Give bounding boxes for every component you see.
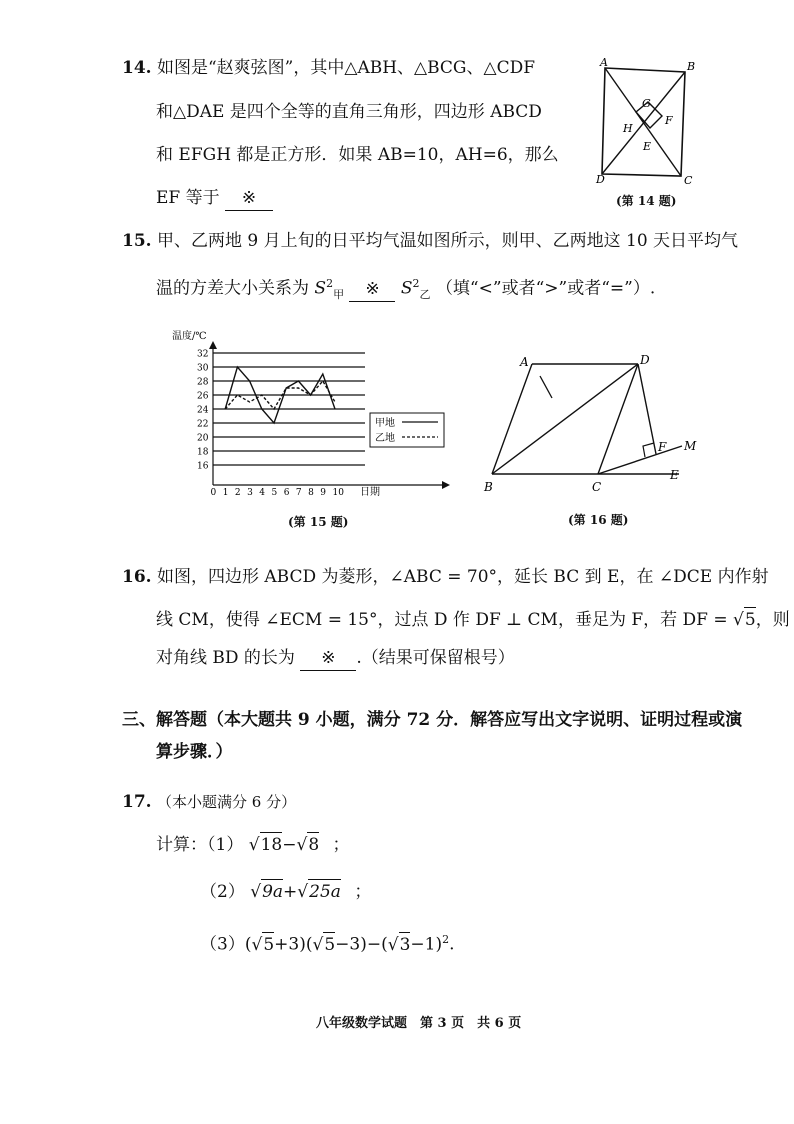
- chart-y-tick-label: 32: [197, 349, 209, 360]
- chart-ylabel: 温度/℃: [172, 331, 207, 342]
- q14-label-b: B: [687, 60, 696, 73]
- legend-label-yi: 乙地: [375, 433, 395, 444]
- q16-line2-b: ，则: [755, 610, 790, 630]
- q15-line2-prefix: 温的方差大小关系为: [156, 278, 309, 299]
- chart-x-tick-label: 10: [332, 488, 344, 498]
- q15-text-1: 甲、乙两地 9 月上旬的日平均气温如图所示，则甲、乙两地这 10 天日平均气: [156, 231, 739, 251]
- q17-intro: 计算：: [156, 835, 207, 855]
- q14-line4: [156, 186, 273, 211]
- chart-y-tick-label: 24: [197, 405, 209, 416]
- q16-line3-suffix: .（结果可保留根号）: [356, 648, 515, 668]
- chart-y-tick-label: 28: [197, 377, 209, 388]
- section3-line2: 算步骤．）: [156, 742, 233, 762]
- q17-p3-root1: 5: [262, 932, 274, 957]
- q17-p2-root1: 9a: [261, 879, 283, 904]
- q14-text-1: 如图是“赵爽弦图”，其中△ABH、△BCG、△CDF: [156, 58, 536, 78]
- chart-x-tick-label: 0: [210, 488, 217, 498]
- q16-label-a: A: [520, 355, 529, 369]
- q14-caption: (第 14 题): [616, 194, 677, 208]
- q16-label-b: B: [484, 480, 493, 494]
- q15-sup-yi: 2: [412, 277, 420, 290]
- temperature-chart: [170, 325, 460, 500]
- q16-line3: [156, 646, 515, 671]
- q16-label-d: D: [640, 353, 650, 367]
- q17-p3-a: (: [244, 934, 252, 955]
- q17-header: [122, 790, 296, 814]
- q17-p3-end: .: [449, 934, 455, 955]
- chart-y-tick-label: 16: [197, 461, 209, 472]
- chart-x-tick-label: 4: [259, 488, 266, 498]
- q15-sub-yi: 乙: [419, 288, 431, 302]
- q16-sqrt-5: 5: [744, 607, 756, 632]
- q14-label-a: A: [600, 56, 608, 69]
- q17-p1-root1: 18: [260, 832, 283, 857]
- chart-x-tick-label: 8: [308, 488, 314, 498]
- chart-y-tick-label: 18: [197, 447, 209, 458]
- q17-p3-c: −3)−(: [335, 934, 388, 955]
- q16-label-f: F: [658, 440, 667, 454]
- q16-label-e: E: [670, 468, 679, 482]
- q17-number: 17.: [122, 792, 152, 812]
- q14-line1: [122, 56, 535, 80]
- q16-line2: 线 CM，使得 ∠ECM = 15°，过点 D 作 DF ⊥ CM，垂足为 F，若 DF = √5，则: [156, 607, 790, 632]
- q14-label-d: D: [596, 173, 605, 186]
- q17-p3-root2: 5: [323, 932, 335, 957]
- chart-x-tick-label: 7: [295, 488, 302, 498]
- chart-x-tick-label: 2: [234, 488, 241, 498]
- q14-label-h: H: [623, 122, 633, 135]
- q15-answer-blank[interactable]: ※: [349, 277, 395, 302]
- q17-p2-end: ；: [354, 882, 372, 902]
- q17-p2-label: （2）: [200, 882, 245, 902]
- q16-caption: (第 16 题): [568, 513, 629, 527]
- q17-p1-label: （1）: [207, 835, 244, 855]
- q17-p2-root2: 25a: [308, 879, 341, 904]
- chart-y-tick-label: 30: [197, 363, 209, 374]
- q14-line2: 和△DAE 是四个全等的直角三角形，四边形 ABCD: [156, 102, 542, 122]
- q17-part3: $(3)(√5+3)(√5-3)-(√3-1)^2$.: [200, 933, 455, 955]
- q17-part1: 计算：（1） √18−√8 ；: [156, 832, 350, 857]
- q16-answer-blank[interactable]: ※: [300, 646, 356, 671]
- q14-label-c: C: [684, 174, 693, 187]
- chart-y-tick-label: 22: [197, 419, 209, 430]
- q17-p3-sup: 2: [442, 933, 450, 946]
- q16-number: 16.: [122, 567, 152, 587]
- q17-p3-root3: 3: [399, 932, 411, 957]
- chart-x-tick-label: 5: [271, 488, 278, 498]
- chart-xlabel: 日期: [360, 487, 380, 498]
- q14-label-f: F: [665, 114, 673, 127]
- chart-y-arrow: [209, 341, 217, 349]
- q15-caption: (第 15 题): [288, 515, 349, 529]
- chart-y-tick-label: 26: [197, 391, 209, 402]
- legend-label-jia: 甲地: [375, 418, 395, 429]
- q17-p2-op: +: [283, 882, 298, 902]
- q15-line2-suffix: （填“<”或者“>”或者“=”）.: [435, 278, 656, 299]
- chart-x-tick-label: 3: [247, 488, 253, 498]
- page-footer: 八年级数学试题 第 3 页 共 6 页: [316, 1016, 522, 1031]
- q14-line4-prefix: EF 等于: [156, 188, 220, 208]
- q17-p3-label: （3）: [200, 934, 245, 955]
- q16-line1: [122, 565, 769, 589]
- q15-sub-jia: 甲: [333, 288, 345, 302]
- chart-x-tick-label: 9: [320, 488, 327, 498]
- q17-p3-d: −1): [410, 934, 443, 955]
- q17-title: （本小题满分 6 分）: [156, 793, 297, 811]
- q16-line2-a: 线 CM，使得 ∠ECM = 15°，过点 D 作 DF ⊥ CM，垂足为 F，若 DF =: [156, 610, 728, 630]
- q15-line2: [156, 272, 655, 307]
- chart-x-tick-label: 6: [283, 488, 290, 498]
- q14-figure: [592, 56, 696, 206]
- q16-label-c: C: [592, 480, 602, 494]
- section3-line1: 三、解答题（本大题共 9 小题，满分 72 分．解答应写出文字说明、证明过程或演: [122, 710, 743, 730]
- q17-p3-b: +3)(: [274, 934, 313, 955]
- q16-line3-prefix: 对角线 BD 的长为: [156, 648, 295, 668]
- chart-legend: [370, 413, 444, 447]
- q14-label-e: E: [643, 140, 652, 153]
- q16-text-1: 如图，四边形 ABCD 为菱形，∠ABC = 70°，延长 BC 到 E，在 ∠DCE 内作射: [156, 567, 769, 587]
- q16-figure: [484, 350, 704, 500]
- q15-number: 15.: [122, 231, 152, 251]
- q15-line1: [122, 229, 738, 253]
- q17-p1-end: ；: [332, 835, 350, 855]
- q15-s-jia: S: [314, 278, 327, 299]
- q14-label-g: G: [642, 97, 651, 110]
- q14-line3: 和 EFGH 都是正方形．如果 AB=10，AH=6，那么: [156, 145, 559, 165]
- q14-number: 14.: [122, 58, 152, 78]
- chart-y-tick-label: 20: [197, 433, 209, 444]
- q16-label-m: M: [684, 439, 697, 453]
- q15-sup-jia: 2: [326, 277, 334, 290]
- q15-s-yi: S: [400, 278, 413, 299]
- q17-p1-op: −: [282, 835, 297, 855]
- chart-x-tick-label: 1: [222, 488, 229, 498]
- q14-answer-blank[interactable]: ※: [225, 186, 273, 211]
- chart-x-arrow: [442, 481, 450, 489]
- q17-part2: （2） √9a+√25a ；: [200, 879, 371, 904]
- q17-p1-root2: 8: [307, 832, 319, 857]
